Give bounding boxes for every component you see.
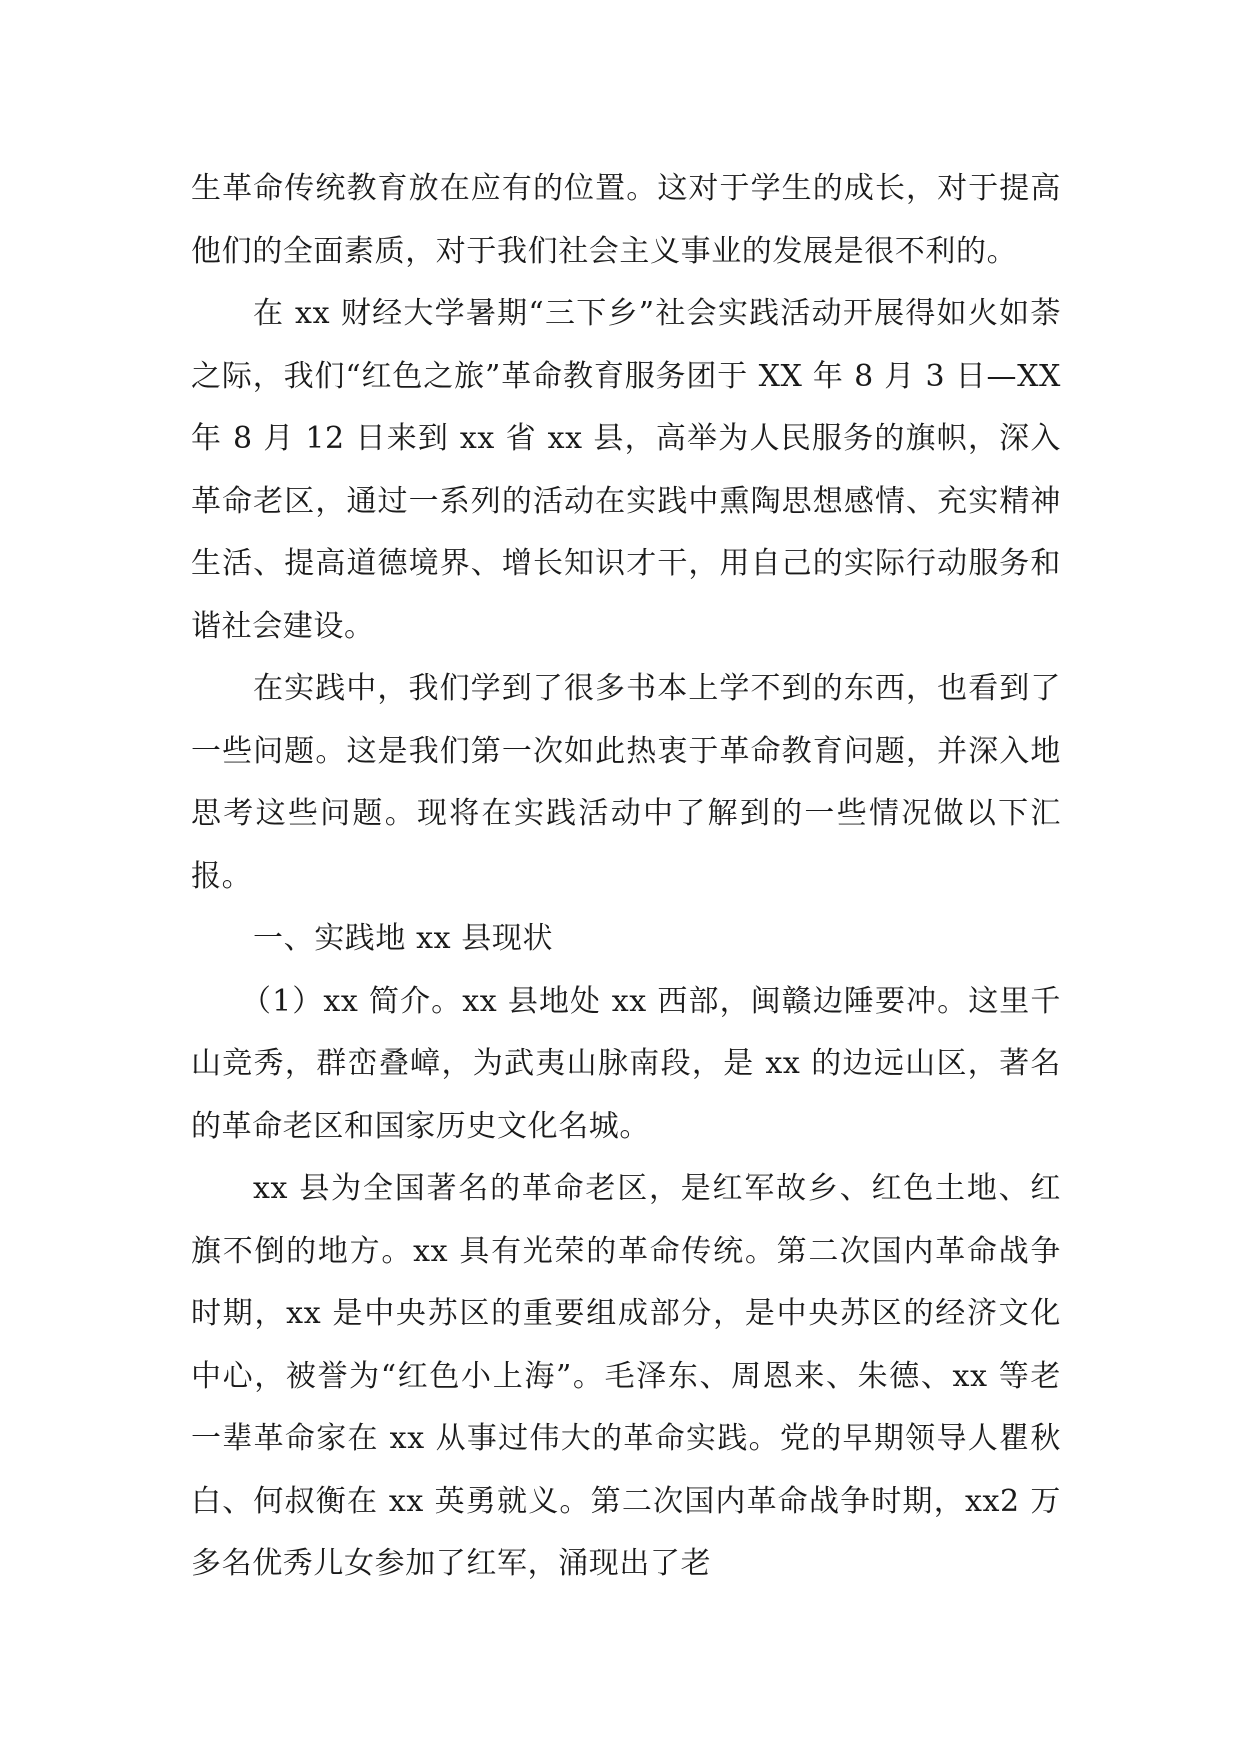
paragraph-activity-intro: 在 xx 财经大学暑期“三下乡”社会实践活动开展得如火如荼之际，我们“红色之旅”革命教育服务团于 XX 年 8 月 3 日—XX 年 8 月 12 日来到 xx 省 xx 县，高举为人民服务的旗帜，深入革命老区，通过一系列的活动在实践中熏陶思想感情、充实精神生活、提高道德境界、增长知识才干，用自己的实际行动服务和谐社会建设。: [191, 296, 1061, 644]
paragraph-county-intro: （1）xx 简介。xx 县地处 xx 西部，闽赣边陲要冲。这里千山竞秀，群峦叠嶂，为武夷山脉南段，是 xx 的边远山区，著名的革命老区和国家历史文化名城。: [191, 983, 1061, 1144]
paragraph-continuation: 生革命传统教育放在应有的位置。这对于学生的成长，对于提高他们的全面素质，对于我们社会主义事业的发展是很不利的。: [191, 171, 1061, 269]
document-body: [191, 158, 1061, 1596]
paragraph-revolutionary-history: xx 县为全国著名的革命老区，是红军故乡、红色土地、红旗不倒的地方。xx 具有光荣的革命传统。第二次国内革命战争时期，xx 是中央苏区的重要组成部分，是中央苏区的经济文化中心，被誉为“红色小上海”。毛泽东、周恩来、朱德、xx 等老一辈革命家在 xx 从事过伟大的革命实践。党的早期领导人瞿秋白、何叔衡在 xx 英勇就义。第二次国内革命战争时期，xx2 万多名优秀儿女参加了红军，涌现出了老: [191, 1171, 1061, 1581]
paragraph-practice-findings: 在实践中，我们学到了很多书本上学不到的东西，也看到了一些问题。这是我们第一次如此热衷于革命教育问题，并深入地思考这些问题。现将在实践活动中了解到的一些情况做以下汇报。: [191, 671, 1061, 894]
section-heading-county-status: 一、实践地 xx 县现状: [253, 921, 554, 956]
